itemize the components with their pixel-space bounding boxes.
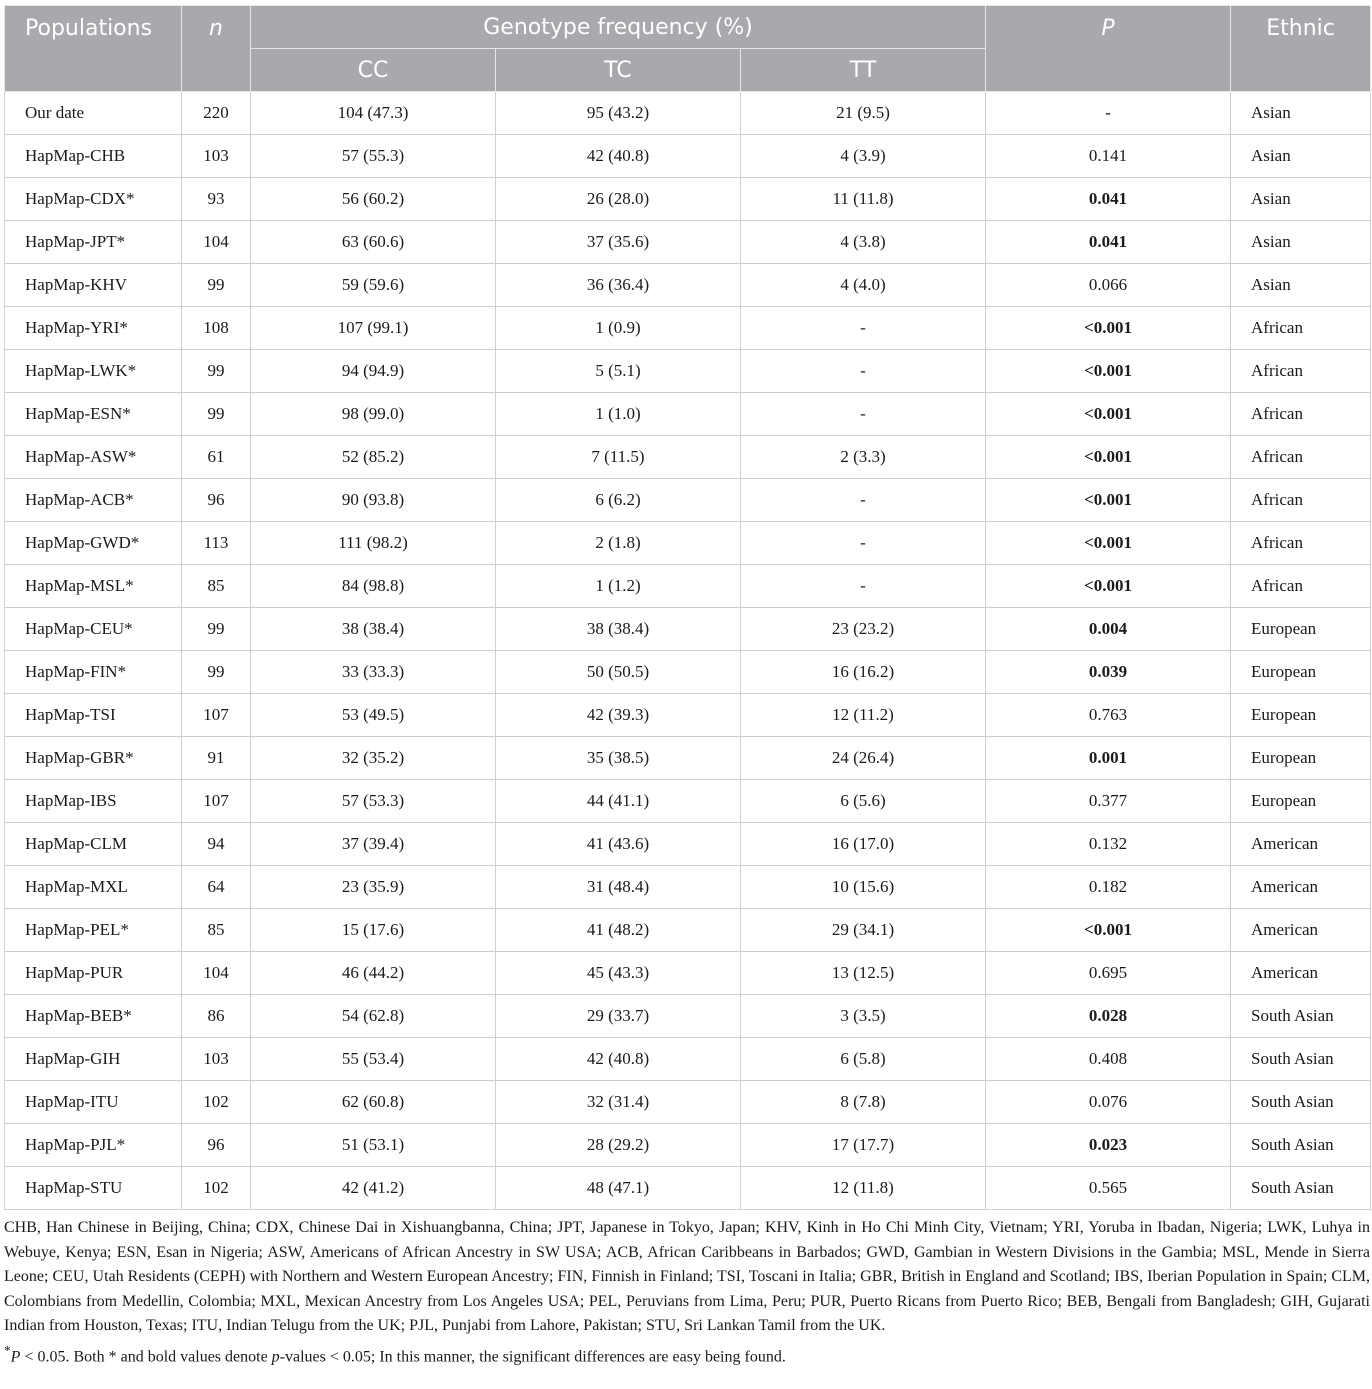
population-cell: HapMap-IBS [5,780,182,823]
table-row [5,393,1371,436]
n-cell: 99 [182,264,251,307]
tt-cell: - [741,522,986,565]
footnote-rest: -values < 0.05; In this manner, the significant differences are easy being found. [279,1347,786,1365]
cc-cell: 42 (41.2) [251,1167,496,1210]
p-value-cell: 0.041 [986,221,1231,264]
p-value-cell: <0.001 [986,393,1231,436]
tc-cell: 26 (28.0) [496,178,741,221]
p-value-cell: 0.039 [986,651,1231,694]
population-cell: HapMap-CEU* [5,608,182,651]
population-cell: HapMap-ACB* [5,479,182,522]
tt-cell: 16 (17.0) [741,823,986,866]
ethnic-cell: European [1231,651,1371,694]
table-container [4,5,1370,1369]
population-cell: HapMap-PUR [5,952,182,995]
ethnic-cell: American [1231,952,1371,995]
n-cell: 113 [182,522,251,565]
n-cell: 99 [182,651,251,694]
p-value-cell: <0.001 [986,307,1231,350]
population-cell: HapMap-STU [5,1167,182,1210]
table-row [5,479,1371,522]
tc-cell: 32 (31.4) [496,1081,741,1124]
n-cell: 103 [182,1038,251,1081]
ethnic-cell: South Asian [1231,1038,1371,1081]
tt-cell: 12 (11.2) [741,694,986,737]
n-cell: 94 [182,823,251,866]
tc-cell: 38 (38.4) [496,608,741,651]
n-cell: 107 [182,694,251,737]
ethnic-cell: African [1231,565,1371,608]
table-row [5,995,1371,1038]
n-cell: 107 [182,780,251,823]
footnote-abbreviations: CHB, Han Chinese in Beijing, China; CDX, Chinese Dai in Xishuangbanna, China; JPT, Japanese in Tokyo, Japan; KHV, Kinh in Ho Chi Minh City, Vietnam; YRI, Yoruba in Ibadan, Nigeria; LWK, Luhya in Webuye, Kenya; ESN, Esan in Nigeria; ASW, Americans of African Ancestry in SW USA; ACB, African Caribbeans in Barbados; GWD, Gambian in Western Divisions in the Gambia; MSL, Mende in Sierra Leone; CEU, Utah Residents (CEPH) with Northern and Western European Ancestry; FIN, Finnish in Finland; TSI, Toscani in Italia; GBR, British in England and Scotland; IBS, Iberian Population in Spain; CLM, Colombians from Medellin, Colombia; MXL, Mexican Ancestry from Los Angeles USA; PEL, Peruvians from Lima, Peru; PUR, Puerto Ricans from Puerto Rico; BEB, Bengali from Bangladesh; GIH, Gujarati Indian from Houston, Texas; ITU, Indian Telugu from the UK; PJL, Punjabi from Lahore, Pakistan; STU, Sri Lankan Tamil from the UK. [4,1219,1370,1334]
n-cell: 104 [182,221,251,264]
table-row [5,909,1371,952]
ethnic-cell: African [1231,436,1371,479]
p-value-cell: 0.028 [986,995,1231,1038]
tc-cell: 41 (48.2) [496,909,741,952]
n-cell: 91 [182,737,251,780]
cc-cell: 111 (98.2) [251,522,496,565]
cc-cell: 46 (44.2) [251,952,496,995]
table-row [5,952,1371,995]
population-cell: HapMap-CLM [5,823,182,866]
p-value-cell: 0.408 [986,1038,1231,1081]
tc-cell: 35 (38.5) [496,737,741,780]
cc-cell: 51 (53.1) [251,1124,496,1167]
p-value-cell: 0.141 [986,135,1231,178]
table-row [5,608,1371,651]
tc-cell: 42 (40.8) [496,135,741,178]
ethnic-cell: African [1231,522,1371,565]
table-row [5,737,1371,780]
n-cell: 86 [182,995,251,1038]
tc-cell: 42 (40.8) [496,1038,741,1081]
p-value-cell: 0.041 [986,178,1231,221]
table-row [5,1124,1371,1167]
ethnic-cell: European [1231,780,1371,823]
n-cell: 85 [182,565,251,608]
population-cell: HapMap-YRI* [5,307,182,350]
p-value-cell: <0.001 [986,522,1231,565]
table-row [5,1167,1371,1210]
tt-cell: 6 (5.8) [741,1038,986,1081]
n-cell: 102 [182,1081,251,1124]
header-n: n [182,6,251,92]
p-value-cell: 0.763 [986,694,1231,737]
cc-cell: 55 (53.4) [251,1038,496,1081]
tt-cell: 10 (15.6) [741,866,986,909]
tt-cell: - [741,393,986,436]
cc-cell: 37 (39.4) [251,823,496,866]
population-cell: HapMap-PEL* [5,909,182,952]
p-value-cell: <0.001 [986,436,1231,479]
tc-cell: 28 (29.2) [496,1124,741,1167]
tc-cell: 1 (0.9) [496,307,741,350]
tc-cell: 6 (6.2) [496,479,741,522]
ethnic-cell: American [1231,823,1371,866]
cc-cell: 84 (98.8) [251,565,496,608]
ethnic-cell: South Asian [1231,1124,1371,1167]
population-cell: HapMap-JPT* [5,221,182,264]
table-row [5,178,1371,221]
tc-cell: 48 (47.1) [496,1167,741,1210]
ethnic-cell: African [1231,350,1371,393]
cc-cell: 104 (47.3) [251,92,496,135]
population-cell: HapMap-ITU [5,1081,182,1124]
n-cell: 102 [182,1167,251,1210]
footnote-p-symbol: P [10,1347,21,1365]
table-body [5,92,1371,1210]
header-ethnic: Ethnic [1231,6,1371,92]
cc-cell: 38 (38.4) [251,608,496,651]
population-cell: HapMap-GIH [5,1038,182,1081]
table-row [5,780,1371,823]
cc-cell: 62 (60.8) [251,1081,496,1124]
cc-cell: 107 (99.1) [251,307,496,350]
tc-cell: 7 (11.5) [496,436,741,479]
ethnic-cell: European [1231,694,1371,737]
p-value-cell: 0.076 [986,1081,1231,1124]
p-value-cell: 0.695 [986,952,1231,995]
ethnic-cell: European [1231,608,1371,651]
table-row [5,522,1371,565]
cc-cell: 54 (62.8) [251,995,496,1038]
tt-cell: 16 (16.2) [741,651,986,694]
tc-cell: 2 (1.8) [496,522,741,565]
header-p: P [986,6,1231,92]
tc-cell: 1 (1.0) [496,393,741,436]
n-cell: 96 [182,479,251,522]
population-cell: HapMap-GBR* [5,737,182,780]
population-cell: HapMap-MXL [5,866,182,909]
tt-cell: 4 (3.9) [741,135,986,178]
tt-cell: - [741,307,986,350]
cc-cell: 98 (99.0) [251,393,496,436]
cc-cell: 23 (35.9) [251,866,496,909]
n-cell: 103 [182,135,251,178]
tc-cell: 45 (43.3) [496,952,741,995]
population-cell: HapMap-PJL* [5,1124,182,1167]
population-cell: HapMap-GWD* [5,522,182,565]
n-cell: 64 [182,866,251,909]
table-row [5,1081,1371,1124]
tc-cell: 1 (1.2) [496,565,741,608]
population-cell: HapMap-KHV [5,264,182,307]
ethnic-cell: South Asian [1231,1081,1371,1124]
table-row [5,823,1371,866]
p-value-cell: 0.004 [986,608,1231,651]
tc-cell: 44 (41.1) [496,780,741,823]
ethnic-cell: Asian [1231,264,1371,307]
ethnic-cell: Asian [1231,178,1371,221]
p-value-cell: 0.066 [986,264,1231,307]
population-cell: HapMap-MSL* [5,565,182,608]
cc-cell: 53 (49.5) [251,694,496,737]
ethnic-cell: Asian [1231,221,1371,264]
footnote-lt: < 0.05. Both * and bold values denote [20,1347,272,1365]
tt-cell: 2 (3.3) [741,436,986,479]
table-row [5,651,1371,694]
ethnic-cell: African [1231,393,1371,436]
tt-cell: 6 (5.6) [741,780,986,823]
tc-cell: 37 (35.6) [496,221,741,264]
population-cell: HapMap-FIN* [5,651,182,694]
table-row [5,436,1371,479]
cc-cell: 32 (35.2) [251,737,496,780]
cc-cell: 15 (17.6) [251,909,496,952]
table-row [5,92,1371,135]
n-cell: 220 [182,92,251,135]
table-row [5,307,1371,350]
ethnic-cell: Asian [1231,135,1371,178]
tc-cell: 5 (5.1) [496,350,741,393]
footnote-pvalue-word: p [271,1347,280,1365]
footnote-significance [4,1339,1370,1370]
p-value-cell: 0.377 [986,780,1231,823]
ethnic-cell: American [1231,866,1371,909]
table-row [5,264,1371,307]
p-value-cell: 0.182 [986,866,1231,909]
n-cell: 99 [182,350,251,393]
genotype-frequency-table [4,5,1371,1210]
population-cell: HapMap-TSI [5,694,182,737]
tt-cell: - [741,565,986,608]
p-value-cell: <0.001 [986,565,1231,608]
ethnic-cell: African [1231,479,1371,522]
ethnic-cell: African [1231,307,1371,350]
n-cell: 104 [182,952,251,995]
table-row [5,350,1371,393]
tt-cell: 23 (23.2) [741,608,986,651]
p-value-cell: 0.023 [986,1124,1231,1167]
n-cell: 61 [182,436,251,479]
p-value-cell: 0.001 [986,737,1231,780]
population-cell: HapMap-ESN* [5,393,182,436]
table-row [5,1038,1371,1081]
header-genotype-frequency: Genotype frequency (%) [251,6,986,49]
header-tc: TC [496,49,741,92]
n-cell: 85 [182,909,251,952]
table-row [5,694,1371,737]
tt-cell: 11 (11.8) [741,178,986,221]
population-cell: HapMap-BEB* [5,995,182,1038]
p-value-cell: <0.001 [986,350,1231,393]
tc-cell: 36 (36.4) [496,264,741,307]
table-row [5,565,1371,608]
tt-cell: 8 (7.8) [741,1081,986,1124]
population-cell: HapMap-CHB [5,135,182,178]
n-cell: 99 [182,608,251,651]
population-cell: HapMap-CDX* [5,178,182,221]
tt-cell: 4 (4.0) [741,264,986,307]
p-value-cell: - [986,92,1231,135]
cc-cell: 52 (85.2) [251,436,496,479]
tc-cell: 41 (43.6) [496,823,741,866]
n-cell: 108 [182,307,251,350]
table-row [5,866,1371,909]
cc-cell: 63 (60.6) [251,221,496,264]
cc-cell: 59 (59.6) [251,264,496,307]
n-cell: 96 [182,1124,251,1167]
tt-cell: 21 (9.5) [741,92,986,135]
tt-cell: - [741,479,986,522]
tt-cell: 4 (3.8) [741,221,986,264]
ethnic-cell: American [1231,909,1371,952]
tt-cell: 3 (3.5) [741,995,986,1038]
tc-cell: 29 (33.7) [496,995,741,1038]
population-cell: HapMap-ASW* [5,436,182,479]
footnote-star: * [4,1342,11,1358]
table-footnotes [4,1216,1370,1369]
tc-cell: 50 (50.5) [496,651,741,694]
n-cell: 99 [182,393,251,436]
n-cell: 93 [182,178,251,221]
ethnic-cell: European [1231,737,1371,780]
cc-cell: 90 (93.8) [251,479,496,522]
table-row [5,221,1371,264]
p-value-cell: 0.132 [986,823,1231,866]
cc-cell: 33 (33.3) [251,651,496,694]
table-header [5,6,1371,92]
tt-cell: 13 (12.5) [741,952,986,995]
tc-cell: 31 (48.4) [496,866,741,909]
p-value-cell: <0.001 [986,479,1231,522]
p-value-cell: 0.565 [986,1167,1231,1210]
ethnic-cell: South Asian [1231,1167,1371,1210]
header-cc: CC [251,49,496,92]
tt-cell: 24 (26.4) [741,737,986,780]
tc-cell: 42 (39.3) [496,694,741,737]
tt-cell: 12 (11.8) [741,1167,986,1210]
tt-cell: 29 (34.1) [741,909,986,952]
tt-cell: 17 (17.7) [741,1124,986,1167]
p-value-cell: <0.001 [986,909,1231,952]
table-row [5,135,1371,178]
cc-cell: 94 (94.9) [251,350,496,393]
tt-cell: - [741,350,986,393]
header-tt: TT [741,49,986,92]
tc-cell: 95 (43.2) [496,92,741,135]
cc-cell: 57 (53.3) [251,780,496,823]
ethnic-cell: Asian [1231,92,1371,135]
cc-cell: 57 (55.3) [251,135,496,178]
header-populations: Populations [5,6,182,92]
cc-cell: 56 (60.2) [251,178,496,221]
population-cell: Our date [5,92,182,135]
population-cell: HapMap-LWK* [5,350,182,393]
ethnic-cell: South Asian [1231,995,1371,1038]
